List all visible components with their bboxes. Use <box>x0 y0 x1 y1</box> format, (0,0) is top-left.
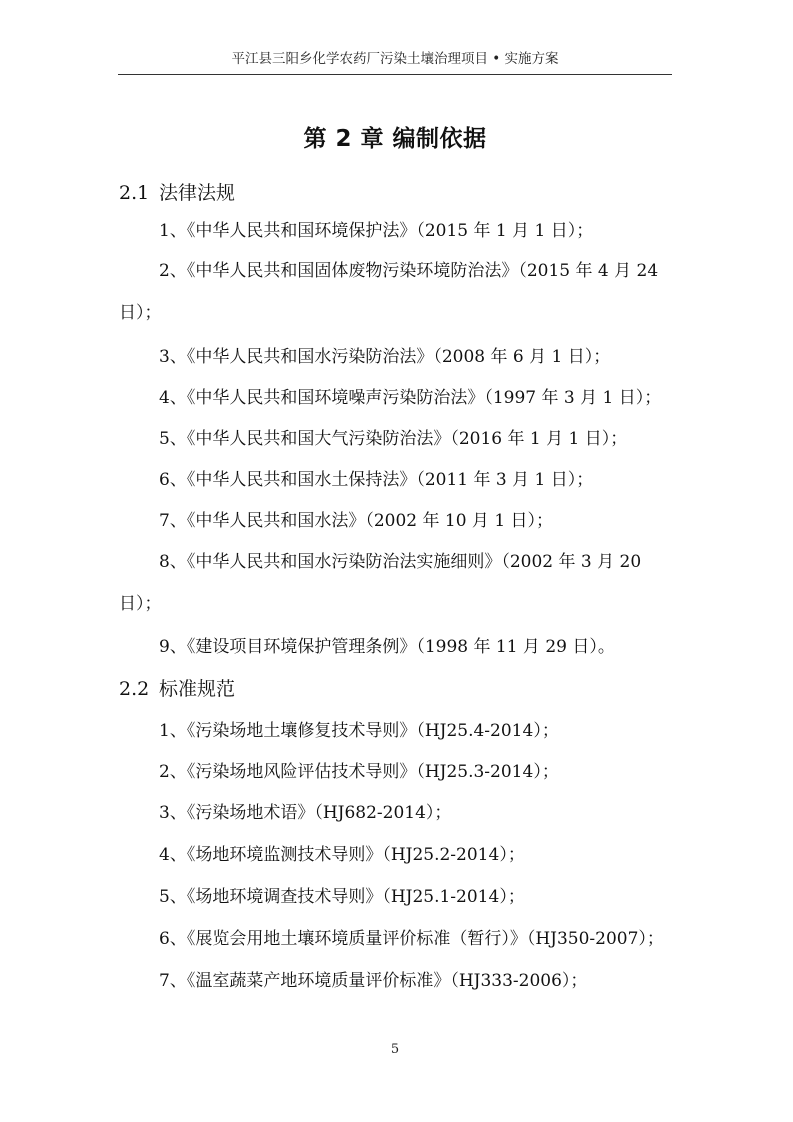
section-heading-standards <box>119 677 235 701</box>
running-header: 平江县三阳乡化学农药厂污染土壤治理项目 • 实施方案 <box>231 51 559 67</box>
section-number: 2.2 <box>119 678 150 700</box>
list-item: 7、《中华人民共和国水法》（2002 年 10 月 1 日）； <box>159 511 554 531</box>
list-item: 1、《污染场地土壤修复技术导则》（HJ25.4-2014）； <box>159 721 559 741</box>
list-item: 4、《中华人民共和国环境噪声污染防治法》（1997 年 3 月 1 日）； <box>159 388 662 408</box>
list-item: 2、《中华人民共和国固体废物污染环境防治法》（2015 年 4 月 24 日）； <box>119 261 659 323</box>
list-item: 3、《污染场地术语》（HJ682-2014）； <box>159 803 452 823</box>
list-item: 5、《中华人民共和国大气污染防治法》（2016 年 1 月 1 日）； <box>159 429 628 449</box>
list-item: 3、《中华人民共和国水污染防治法》（2008 年 6 月 1 日）； <box>159 347 611 367</box>
page-number: 5 <box>390 1042 400 1057</box>
list-item: 9、《建设项目环境保护管理条例》（1998 年 11 月 29 日）。 <box>159 637 615 657</box>
list-item: 2、《污染场地风险评估技术导则》（HJ25.3-2014）； <box>159 762 559 782</box>
section-number: 2.1 <box>119 182 150 204</box>
list-item: 5、《场地环境调查技术导则》（HJ25.1-2014）； <box>159 887 525 907</box>
chapter-title: 第 2 章 编制依据 <box>303 126 487 152</box>
section-heading-laws <box>119 181 235 205</box>
list-item: 8、《中华人民共和国水污染防治法实施细则》（2002 年 3 月 20 日）； <box>119 552 642 614</box>
list-item: 6、《中华人民共和国水土保持法》（2011 年 3 月 1 日）； <box>159 470 594 490</box>
header-divider <box>118 74 672 75</box>
list-item: 4、《场地环境监测技术导则》（HJ25.2-2014）； <box>159 845 525 865</box>
list-item: 1、《中华人民共和国环境保护法》（2015 年 1 月 1 日）； <box>159 221 594 241</box>
section-title: 法律法规 <box>159 182 236 204</box>
section-title: 标准规范 <box>159 678 236 700</box>
list-item: 6、《展览会用地土壤环境质量评价标准（暂行）》（HJ350-2007）； <box>159 929 664 949</box>
list-item: 7、《温室蔬菜产地环境质量评价标准》（HJ333-2006）； <box>159 971 588 991</box>
